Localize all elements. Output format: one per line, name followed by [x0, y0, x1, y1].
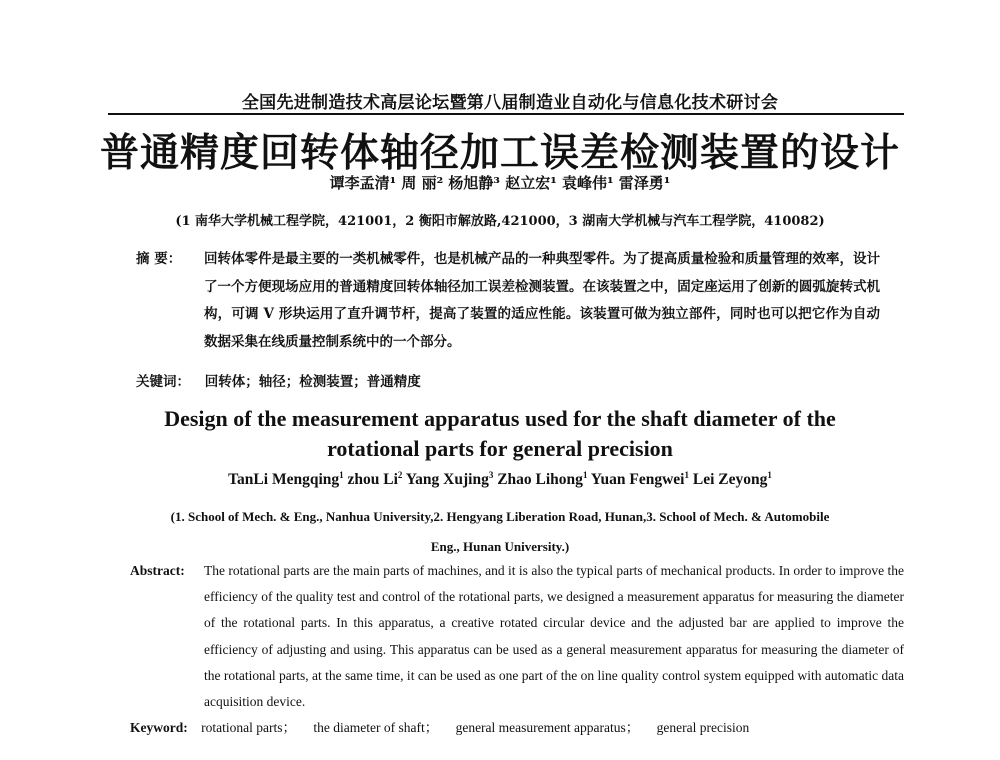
author-affiliation-mark: 1	[767, 470, 772, 480]
author-name: Yuan Fengwei	[590, 471, 685, 489]
author-name: Lei Zeyong	[692, 471, 768, 489]
chinese-authors: 谭李孟清¹ 周 丽² 杨旭静³ 赵立宏¹ 袁峰伟¹ 雷泽勇¹	[329, 174, 671, 192]
english-keyword: general precision	[656, 720, 750, 735]
author-name: Yang Xujing	[405, 471, 489, 489]
chinese-keywords-text: 回转体；轴径；检测装置；普通精度	[204, 374, 421, 390]
english-affiliation-line-1: (1. School of Mech. & Eng., Nanhua University,2. Hengyang Liberation Road, Hunan,3. School of Mech. & Automobile	[170, 509, 830, 524]
chinese-keywords	[136, 370, 421, 390]
chinese-abstract-text: 回转体零件是最主要的一类机械零件，也是机械产品的一种典型零件。为了提高质量检验和质量管理的效率，设计了一个方便现场应用的普通精度回转体轴径加工误差检测装置。在该装置之中，固定座运用了创新的圆弧旋转式机构，可调 V 形块运用了直升调节杆，提高了装置的适应性能。该装置可做为独立部件，同时也可以把它作为自动数据采集在线质量控制系统中的一个部分。	[204, 251, 880, 350]
english-authors	[100, 470, 900, 489]
english-keywords	[130, 716, 763, 736]
english-keywords-label: Keyword:	[130, 720, 188, 735]
english-title-line-1: Design of the measurement apparatus used for the shaft diameter of the	[164, 406, 836, 431]
english-keyword: general measurement apparatus；	[455, 720, 640, 735]
author-name: zhou Li	[347, 471, 398, 489]
english-title	[100, 404, 900, 464]
english-title-line-2: rotational parts for general precision	[327, 436, 673, 461]
chinese-affiliations: (1 南华大学机械工程学院，421001，2 衡阳市解放路,421000，3 湖南大学机械与汽车工程学院，410082)	[175, 214, 825, 229]
author-affiliation-mark: 1	[684, 470, 689, 480]
chinese-title: 普通精度回转体轴径加工误差检测装置的设计	[100, 130, 901, 176]
english-keyword: the diameter of shaft；	[313, 720, 439, 735]
header-rule	[108, 113, 904, 115]
english-abstract-label: Abstract:	[130, 563, 185, 578]
chinese-keywords-label: 关键词：	[136, 374, 190, 390]
author-name: TanLi Mengqing	[228, 471, 340, 489]
chinese-abstract-label: 摘 要：	[136, 251, 182, 267]
author-affiliation-mark: 2	[397, 470, 403, 480]
english-keyword: rotational parts；	[201, 720, 296, 735]
english-abstract	[130, 558, 904, 715]
english-affiliation-line-2: Eng., Hunan University.)	[430, 539, 570, 554]
author-name: Zhao Lihong	[497, 471, 583, 489]
author-affiliation-mark: 3	[488, 470, 494, 480]
author-affiliation-mark: 1	[582, 470, 588, 480]
english-abstract-text: The rotational parts are the main parts of machines, and it is also the typical parts of mechanical products. In order to improve the efficiency of the quality test and control of the rotational parts, we designed a measurement apparatus for measuring the diameter of the rotational parts. In this apparatus, a creative rotated circular device and the adjusted bar are applied to improve the efficiency of adjusting and using. This apparatus can be used as a general measurement apparatus for measuring the diameter of the rotational parts, at the same time, it can be used as one part of the on line quality control system equipped with automatic data acquisition device.	[204, 563, 904, 710]
author-affiliation-mark: 1	[339, 470, 344, 480]
english-affiliations	[100, 502, 900, 562]
conference-header: 全国先进制造技术高层论坛暨第八届制造业自动化与信息化技术研讨会	[241, 93, 779, 113]
chinese-abstract	[136, 246, 880, 356]
